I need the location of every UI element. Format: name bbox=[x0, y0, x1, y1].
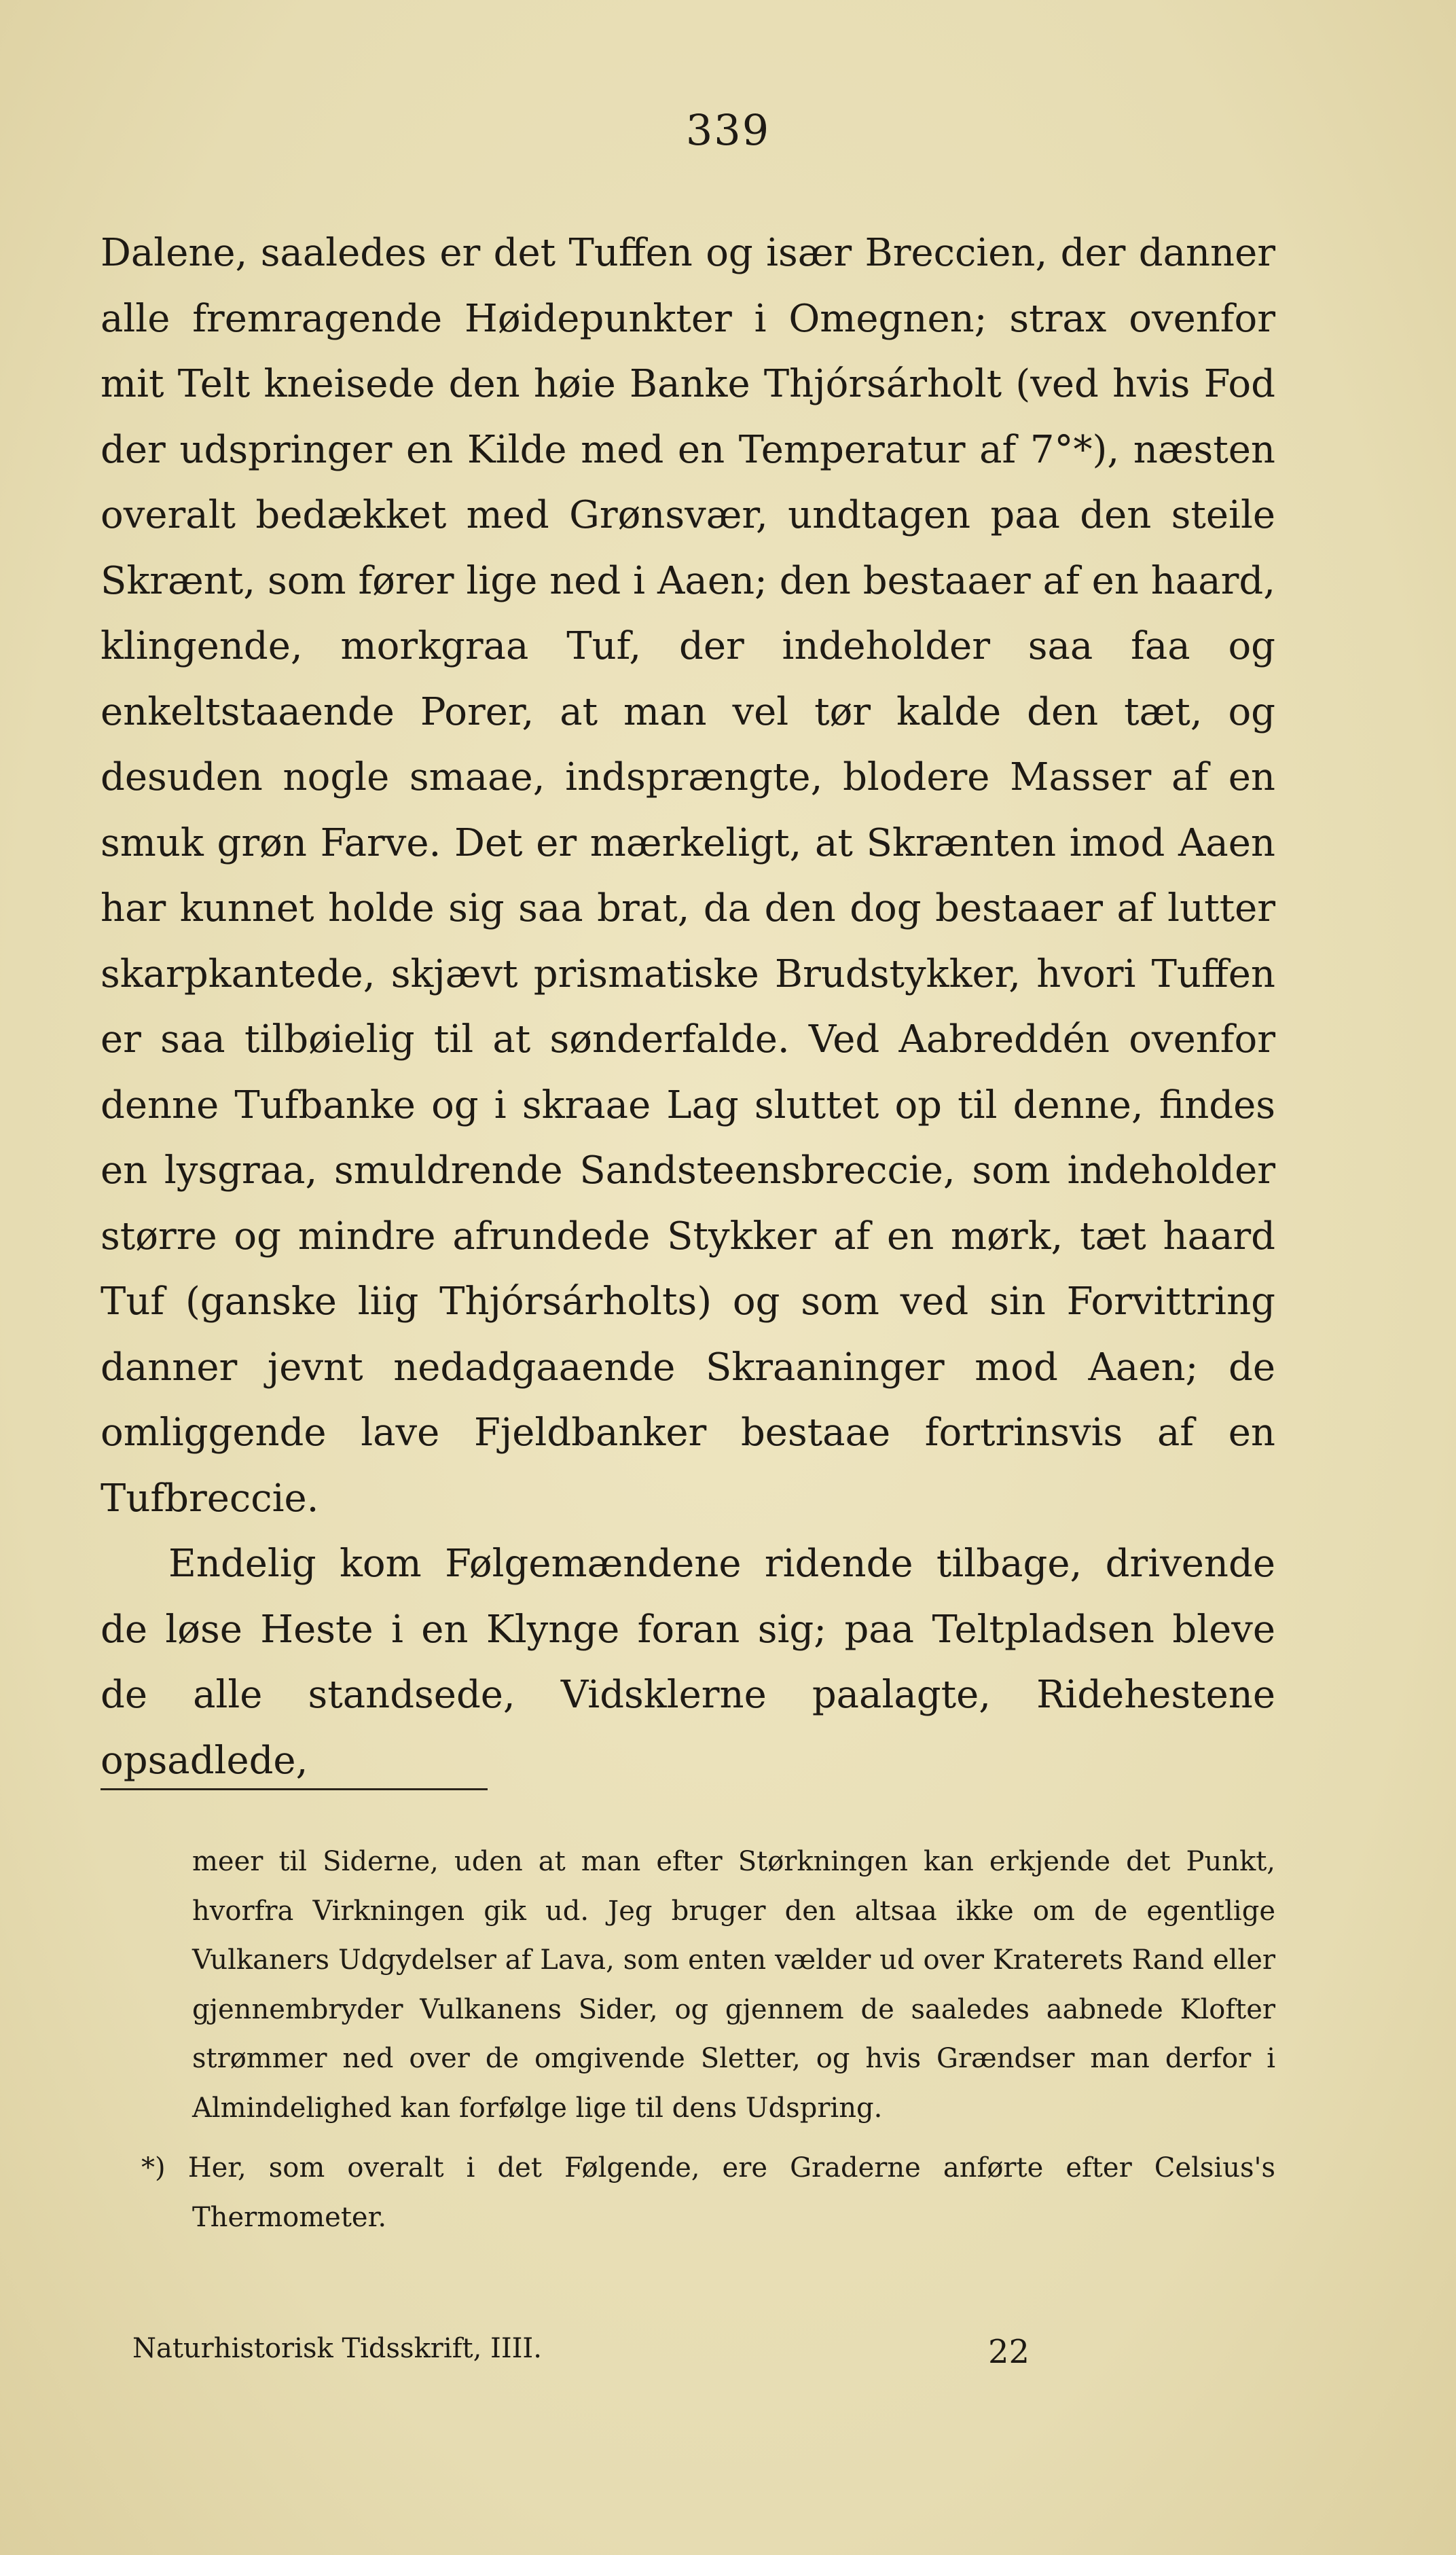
footnote-star: *) Her, som overalt i det Følgende, ere Graderne anførte efter Celsius's Thermometer. bbox=[141, 2152, 1275, 2233]
page-number: 339 bbox=[685, 105, 771, 155]
footnote-rule bbox=[101, 1788, 488, 1790]
paragraph-2: Endelig kom Følgemændene ridende tilbage, drivende de løse Heste i en Klynge foran sig; paa Teltpladsen bleve de alle standsede, Vidsklerne paalagte, Ridehestene opsadlede, bbox=[101, 1542, 1275, 1783]
main-text bbox=[101, 221, 1275, 1794]
page-footer bbox=[132, 2333, 1083, 2371]
footnote-continued: meer til Siderne, uden at man efter Størkningen kan erkjende det Punkt, hvorfra Virkningen gik ud. Jeg bruger den altsaa ikke om de egentlige Vulkaners Udgydelser af Lava, som enten vælder ud over Kraterets Rand eller gjennembryder Vulkanens Sider, og gjennem de saaledes aabnede Klofter strømmer ned over de omgivende Sletter, og hvis Grændser man derfor i Almindelighed kan forfølge lige til dens Udspring. bbox=[192, 1846, 1275, 2124]
paragraph-1: Dalene, saaledes er det Tuffen og især Breccien, der danner alle fremragende Høidepunkter i Omegnen; strax ovenfor mit Telt kneisede den høie Banke Thjórsárholt (ved hvis Fod der udspringer en Kilde med en Temperatur af 7°*), næsten overalt bedækket med Grønsvær, undtagen paa den steile Skrænt, som fører lige ned i Aaen; den bestaaer af en haard, klingende, morkgraa Tuf, der indeholder saa faa og enkeltstaaende Porer, at man vel tør kalde den tæt, og desuden nogle smaae, indsprængte, blodere Masser af en smuk grøn Farve. Det er mærkeligt, at Skrænten imod Aaen har kunnet holde sig saa brat, da den dog bestaaer af lutter skarpkantede, skjævt prismatiske Brudstykker, hvori Tuffen er saa tilbøielig til at sønderfalde. Ved Aabreddén ovenfor denne Tufbanke og i skraae Lag sluttet op til denne, findes en lysgraa, smuldrende Sandsteensbreccie, som indeholder større og mindre afrundede Stykker af en mørk, tæt haard Tuf (ganske liig Thjórsárholts) og som ved sin Forvittring danner jevnt nedadgaaende Skraaninger mod Aaen; de omliggende lave Fjeldbanker bestaae fortrinsvis af en Tufbreccie. bbox=[101, 231, 1275, 1521]
footnotes bbox=[101, 1837, 1275, 2242]
journal-title: Naturhistorisk Tidsskrift, IIII. bbox=[132, 2333, 542, 2364]
signature-mark: 22 bbox=[988, 2333, 1030, 2371]
